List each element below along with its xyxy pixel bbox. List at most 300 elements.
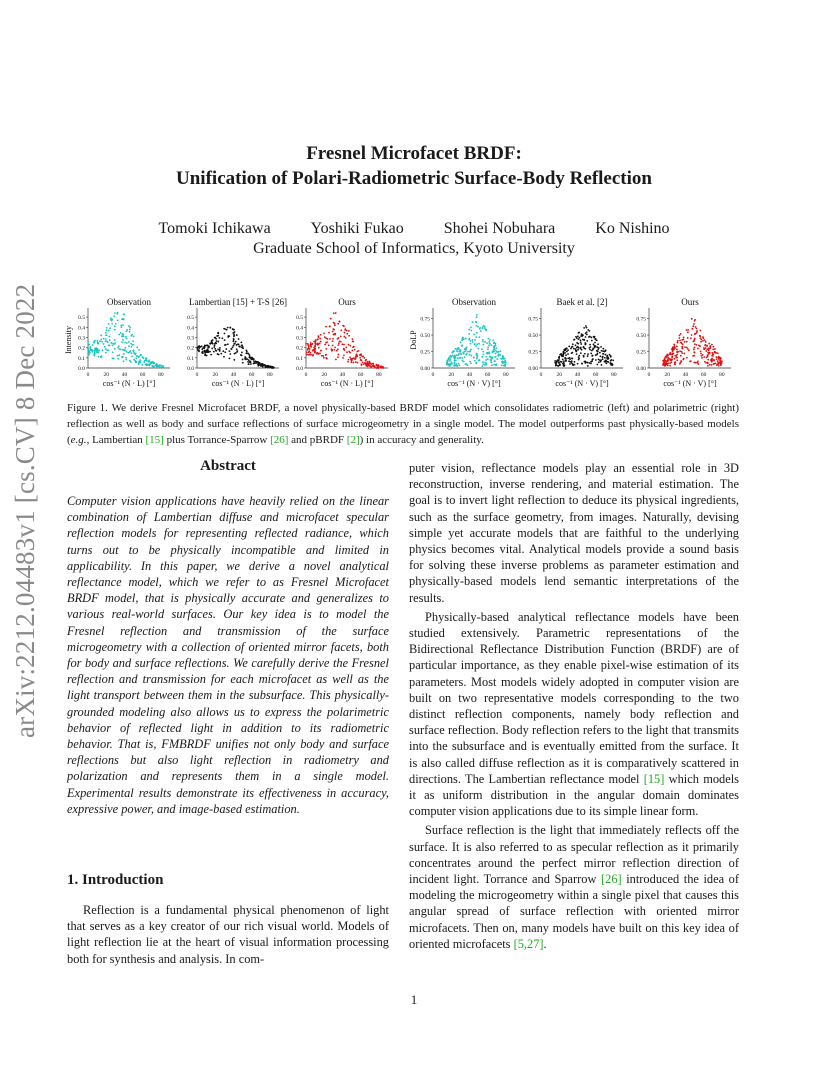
data-point: [681, 361, 683, 363]
data-point: [348, 344, 350, 346]
author-name: Ko Nishino: [595, 220, 670, 237]
data-point: [705, 347, 707, 349]
data-point: [465, 338, 467, 340]
data-point: [123, 313, 125, 315]
data-point: [138, 363, 140, 365]
data-point: [120, 349, 122, 351]
data-point: [450, 358, 452, 360]
data-point: [477, 348, 479, 350]
data-point: [597, 343, 599, 345]
x-tick-label: 0: [539, 372, 543, 378]
data-point: [681, 352, 683, 354]
data-point: [592, 359, 594, 361]
data-point: [696, 344, 698, 346]
data-point: [337, 354, 339, 356]
data-point: [604, 361, 606, 363]
data-point: [686, 341, 688, 343]
data-point: [600, 359, 602, 361]
data-point: [351, 360, 353, 362]
data-point: [124, 342, 126, 344]
data-point: [703, 356, 705, 358]
data-point: [361, 359, 363, 361]
data-point: [681, 346, 683, 348]
data-point: [482, 361, 484, 363]
data-point: [101, 341, 103, 343]
data-point: [475, 345, 477, 347]
data-point: [253, 363, 255, 365]
data-point: [482, 363, 484, 365]
data-point: [264, 366, 266, 368]
data-point: [711, 344, 713, 346]
data-point: [691, 318, 693, 320]
data-point: [700, 330, 702, 332]
data-point: [227, 327, 229, 329]
data-point: [581, 363, 583, 365]
data-point: [448, 365, 450, 367]
data-point: [714, 352, 716, 354]
data-point: [114, 329, 116, 331]
arxiv-stamp: arXiv:2212.04483v1 [cs.CV] 8 Dec 2022: [10, 283, 40, 738]
data-point: [247, 361, 249, 363]
data-point: [461, 340, 463, 342]
data-point: [584, 348, 586, 350]
data-point: [597, 349, 599, 351]
data-point: [148, 361, 150, 363]
data-point: [571, 360, 573, 362]
data-point: [472, 341, 474, 343]
data-point: [206, 351, 208, 353]
data-point: [123, 349, 125, 351]
paper-title: [0, 141, 828, 191]
data-point: [128, 325, 130, 327]
data-point: [476, 353, 478, 355]
data-point: [500, 358, 502, 360]
data-point: [458, 364, 460, 366]
data-point: [466, 363, 468, 365]
data-point: [236, 348, 238, 350]
data-point: [241, 354, 243, 356]
data-point: [349, 345, 351, 347]
data-point: [572, 346, 574, 348]
authors-block: [0, 219, 828, 259]
data-point: [310, 354, 312, 356]
data-point: [219, 347, 221, 349]
data-point: [671, 356, 673, 358]
data-point: [307, 349, 309, 351]
intro-paragraph-1-cont: puter vision, reflectance models play an essential role in 3D reconstruction, inverse rendering, and material estimation. The goal is to invert light reflection to deduce its physical ingredients, such as the surface geometry, from images. Naturally, devising simple yet accurate models that are faithful to the underlying physics becomes vital. Analytical models provide a sound basis for solving these inverse problems as parameter estimation and physically-based models lend semantic interpretations of the results.: [409, 461, 739, 605]
data-point: [487, 358, 489, 360]
data-point: [326, 358, 328, 360]
data-point: [686, 357, 688, 359]
data-point: [495, 347, 497, 349]
abstract-text: Computer vision applications have heavily relied on the linear combination of Lambertian diffuse and microfacet specular reflection models for representing reflected radiance, which turns out to be physically incompatible and limited in applicability. In this paper, we derive a novel analytical reflectance model, which we refer to as Fresnel Microfacet BRDF model, that is physically accurate and generalizes to various real-world surfaces. Our key idea is to model the Fresnel reflection and transmission of the surface microgeometry with a collection of oriented mirror facets, both for body and surface reflections. We carefully derive the Fresnel reflection and transmission for each microfacet as well as the light transport between them in the subsurface. This physically-grounded modeling also allows us to express the polarimetric behavior of reflected light in addition to its radiometric behavior. That is, FMBRDF unifies not only body and surface reflections but also light reflection in radiometry and polarization and represents them in a single model. Experimental results demonstrate its effectiveness in accuracy, expressive power, and image-based estimation.: [67, 494, 389, 816]
data-point: [246, 352, 248, 354]
data-point: [677, 340, 679, 342]
data-point: [120, 325, 122, 327]
data-point: [103, 343, 105, 345]
data-point: [127, 352, 129, 354]
data-point: [715, 352, 717, 354]
data-point: [335, 359, 337, 361]
data-point: [457, 357, 459, 359]
data-point: [203, 346, 205, 348]
data-point: [105, 352, 107, 354]
data-point: [207, 348, 209, 350]
data-point: [697, 348, 699, 350]
data-point: [114, 312, 116, 314]
data-point: [711, 360, 713, 362]
data-point: [700, 341, 702, 343]
data-point: [130, 346, 132, 348]
data-point: [134, 360, 136, 362]
data-point: [498, 351, 500, 353]
citation-link[interactable]: [15]: [145, 434, 164, 447]
data-point: [337, 323, 339, 325]
data-point: [583, 355, 585, 357]
data-point: [481, 365, 483, 367]
data-point: [590, 363, 592, 365]
data-point: [580, 343, 582, 345]
data-point: [590, 353, 592, 355]
data-point: [140, 361, 142, 363]
data-point: [248, 363, 250, 365]
data-point: [214, 343, 216, 345]
data-point: [490, 359, 492, 361]
data-point: [711, 364, 713, 366]
x-tick-label: 20: [212, 372, 218, 378]
data-point: [470, 362, 472, 364]
data-point: [131, 352, 133, 354]
data-point: [676, 349, 678, 351]
data-point: [317, 339, 319, 341]
data-point: [566, 351, 568, 353]
data-point: [683, 337, 685, 339]
data-point: [698, 345, 700, 347]
author-name: Tomoki Ichikawa: [158, 220, 271, 237]
data-point: [451, 361, 453, 363]
data-point: [681, 342, 683, 344]
citation-link[interactable]: [26]: [601, 872, 622, 887]
scatter-points: [446, 314, 507, 367]
data-point: [503, 365, 505, 367]
data-point: [604, 357, 606, 359]
data-point: [695, 326, 697, 328]
data-point: [318, 337, 320, 339]
data-point: [307, 344, 309, 346]
data-point: [721, 361, 723, 363]
data-point: [476, 356, 478, 358]
data-point: [96, 340, 98, 342]
data-point: [233, 345, 235, 347]
data-point: [592, 343, 594, 345]
data-point: [333, 333, 335, 335]
data-point: [694, 347, 696, 349]
data-point: [328, 332, 330, 334]
data-point: [106, 349, 108, 351]
data-point: [334, 349, 336, 351]
data-point: [485, 356, 487, 358]
data-point: [458, 357, 460, 359]
x-tick-label: 20: [103, 372, 109, 378]
data-point: [338, 342, 340, 344]
data-point: [569, 363, 571, 365]
data-point: [569, 357, 571, 359]
citation-link[interactable]: [5,27]: [513, 936, 544, 951]
data-point: [103, 338, 105, 340]
citation-link[interactable]: [26]: [270, 434, 289, 447]
data-point: [104, 346, 106, 348]
data-point: [679, 339, 681, 341]
data-point: [233, 339, 235, 341]
data-point: [594, 336, 596, 338]
data-point: [332, 338, 334, 340]
section-heading-intro: 1. Introduction: [67, 872, 164, 888]
data-point: [674, 361, 676, 363]
data-point: [495, 350, 497, 352]
data-point: [482, 351, 484, 353]
data-point: [454, 356, 456, 358]
y-tick-label: 0.3: [296, 335, 303, 342]
data-point: [683, 358, 685, 360]
data-point: [502, 356, 504, 358]
data-point: [230, 348, 232, 350]
data-point: [504, 360, 506, 362]
data-point: [320, 350, 322, 352]
data-point: [704, 361, 706, 363]
data-point: [469, 361, 471, 363]
y-tick-label: 0.25: [636, 349, 646, 356]
right-column: [409, 460, 739, 952]
data-point: [669, 353, 671, 355]
panel-title: Observation: [107, 297, 151, 307]
data-point: [476, 343, 478, 345]
data-point: [118, 345, 120, 347]
data-point: [320, 341, 322, 343]
data-point: [131, 344, 133, 346]
data-point: [719, 360, 721, 362]
data-point: [207, 347, 209, 349]
data-point: [246, 358, 248, 360]
data-point: [485, 359, 487, 361]
data-point: [198, 346, 200, 348]
data-point: [232, 346, 234, 348]
data-point: [462, 336, 464, 338]
data-point: [323, 357, 325, 359]
data-point: [131, 355, 133, 357]
data-point: [113, 357, 115, 359]
data-point: [342, 325, 344, 327]
data-point: [602, 358, 604, 360]
x-tick-label: 40: [339, 372, 346, 378]
data-point: [707, 362, 709, 364]
data-point: [718, 365, 720, 367]
data-point: [125, 357, 127, 359]
data-point: [126, 329, 128, 331]
data-point: [153, 363, 155, 365]
data-point: [591, 360, 593, 362]
citation-link[interactable]: [15]: [643, 771, 665, 786]
data-point: [680, 333, 682, 335]
x-tick-label: 80: [376, 372, 382, 378]
data-point: [495, 353, 497, 355]
data-point: [705, 350, 707, 352]
x-tick-label: 20: [556, 372, 562, 378]
figure-1: [64, 290, 744, 390]
data-point: [605, 354, 607, 356]
data-point: [94, 340, 96, 342]
y-tick-label: 0.0: [187, 366, 194, 372]
data-point: [346, 330, 348, 332]
data-point: [711, 352, 713, 354]
data-point: [671, 353, 673, 355]
data-point: [612, 359, 614, 361]
data-point: [587, 353, 589, 355]
data-point: [598, 361, 600, 363]
data-point: [377, 365, 379, 367]
x-tick-label: 0: [86, 372, 90, 378]
data-point: [235, 341, 237, 343]
data-point: [607, 361, 609, 363]
data-point: [108, 329, 110, 331]
data-point: [98, 352, 100, 354]
data-point: [694, 343, 696, 345]
y-tick-label: 0.00: [528, 366, 538, 372]
data-point: [488, 338, 490, 340]
y-tick-label: 0.1: [187, 355, 194, 362]
data-point: [204, 353, 206, 355]
data-point: [488, 341, 490, 343]
data-point: [227, 335, 229, 337]
data-point: [716, 358, 718, 360]
data-point: [693, 349, 695, 351]
x-tick-label: 40: [230, 372, 237, 378]
data-point: [211, 341, 213, 343]
data-point: [680, 355, 682, 357]
data-point: [491, 358, 493, 360]
data-point: [481, 348, 483, 350]
data-point: [554, 362, 556, 364]
data-point: [162, 365, 164, 367]
data-point: [352, 362, 354, 364]
data-point: [669, 365, 671, 367]
data-point: [215, 338, 217, 340]
data-point: [357, 362, 359, 364]
data-point: [229, 353, 231, 355]
data-point: [321, 355, 323, 357]
data-point: [583, 346, 585, 348]
y-tick-label: 0.5: [296, 315, 303, 322]
data-point: [352, 338, 354, 340]
data-point: [111, 318, 113, 320]
data-point: [475, 321, 477, 323]
data-point: [234, 353, 236, 355]
data-point: [217, 335, 219, 337]
data-point: [348, 351, 350, 353]
data-point: [479, 328, 481, 330]
data-point: [118, 354, 120, 356]
data-point: [372, 363, 374, 365]
author-name: Shohei Nobuhara: [443, 220, 556, 237]
data-point: [587, 365, 589, 367]
data-point: [596, 364, 598, 366]
data-point: [329, 326, 331, 328]
data-point: [707, 354, 709, 356]
data-point: [574, 364, 576, 366]
data-point: [606, 356, 608, 358]
data-point: [323, 333, 325, 335]
intro-paragraph-3: Surface reflection is the light that immediately reflects off the surface. It is also referred to as specular reflection as it primarily concentrates around the perfect mirror reflection direction of incident light. Torrance and Sparrow [26] introduced the idea of modeling the microgeometry within a single pixel that causes this angular spread of surface reflection with oriented mirror microfacets. Then on, many models have built on this key idea of oriented microfacets [5,27].: [409, 823, 739, 951]
data-point: [332, 331, 334, 333]
data-point: [121, 341, 123, 343]
data-point: [344, 332, 346, 334]
data-point: [238, 345, 240, 347]
data-point: [447, 363, 449, 365]
data-point: [673, 344, 675, 346]
data-point: [320, 334, 322, 336]
data-point: [448, 358, 450, 360]
data-point: [94, 347, 96, 349]
data-point: [92, 344, 94, 346]
data-point: [332, 345, 334, 347]
data-point: [686, 347, 688, 349]
data-point: [717, 352, 719, 354]
data-point: [129, 326, 131, 328]
y-axis-label: DoLP: [409, 330, 418, 350]
data-point: [687, 337, 689, 339]
data-point: [352, 340, 354, 342]
data-point: [610, 360, 612, 362]
data-point: [687, 331, 689, 333]
x-axis-label: cos⁻¹ (N · V) [°]: [663, 379, 717, 388]
data-point: [232, 328, 234, 330]
data-point: [111, 323, 113, 325]
data-point: [583, 361, 585, 363]
data-point: [309, 354, 311, 356]
data-point: [581, 334, 583, 336]
data-point: [126, 338, 128, 340]
x-tick-label: 60: [592, 372, 599, 378]
data-point: [601, 364, 603, 366]
data-point: [115, 323, 117, 325]
data-point: [138, 356, 140, 358]
y-tick-label: 0.25: [420, 349, 430, 356]
data-point: [487, 346, 489, 348]
citation-link[interactable]: [2]: [346, 434, 360, 447]
data-point: [694, 320, 696, 322]
data-point: [610, 356, 612, 358]
data-point: [128, 345, 130, 347]
data-point: [580, 339, 582, 341]
data-point: [667, 355, 669, 357]
data-point: [678, 337, 680, 339]
data-point: [344, 329, 346, 331]
data-point: [100, 339, 102, 341]
data-point: [224, 333, 226, 335]
data-point: [564, 352, 566, 354]
data-point: [362, 362, 364, 364]
data-point: [112, 351, 114, 353]
data-point: [591, 340, 593, 342]
data-point: [588, 347, 590, 349]
data-point: [355, 355, 357, 357]
data-point: [684, 341, 686, 343]
data-point: [458, 363, 460, 365]
data-point: [225, 344, 227, 346]
data-point: [577, 349, 579, 351]
data-point: [237, 343, 239, 345]
data-point: [340, 336, 342, 338]
data-point: [478, 343, 480, 345]
